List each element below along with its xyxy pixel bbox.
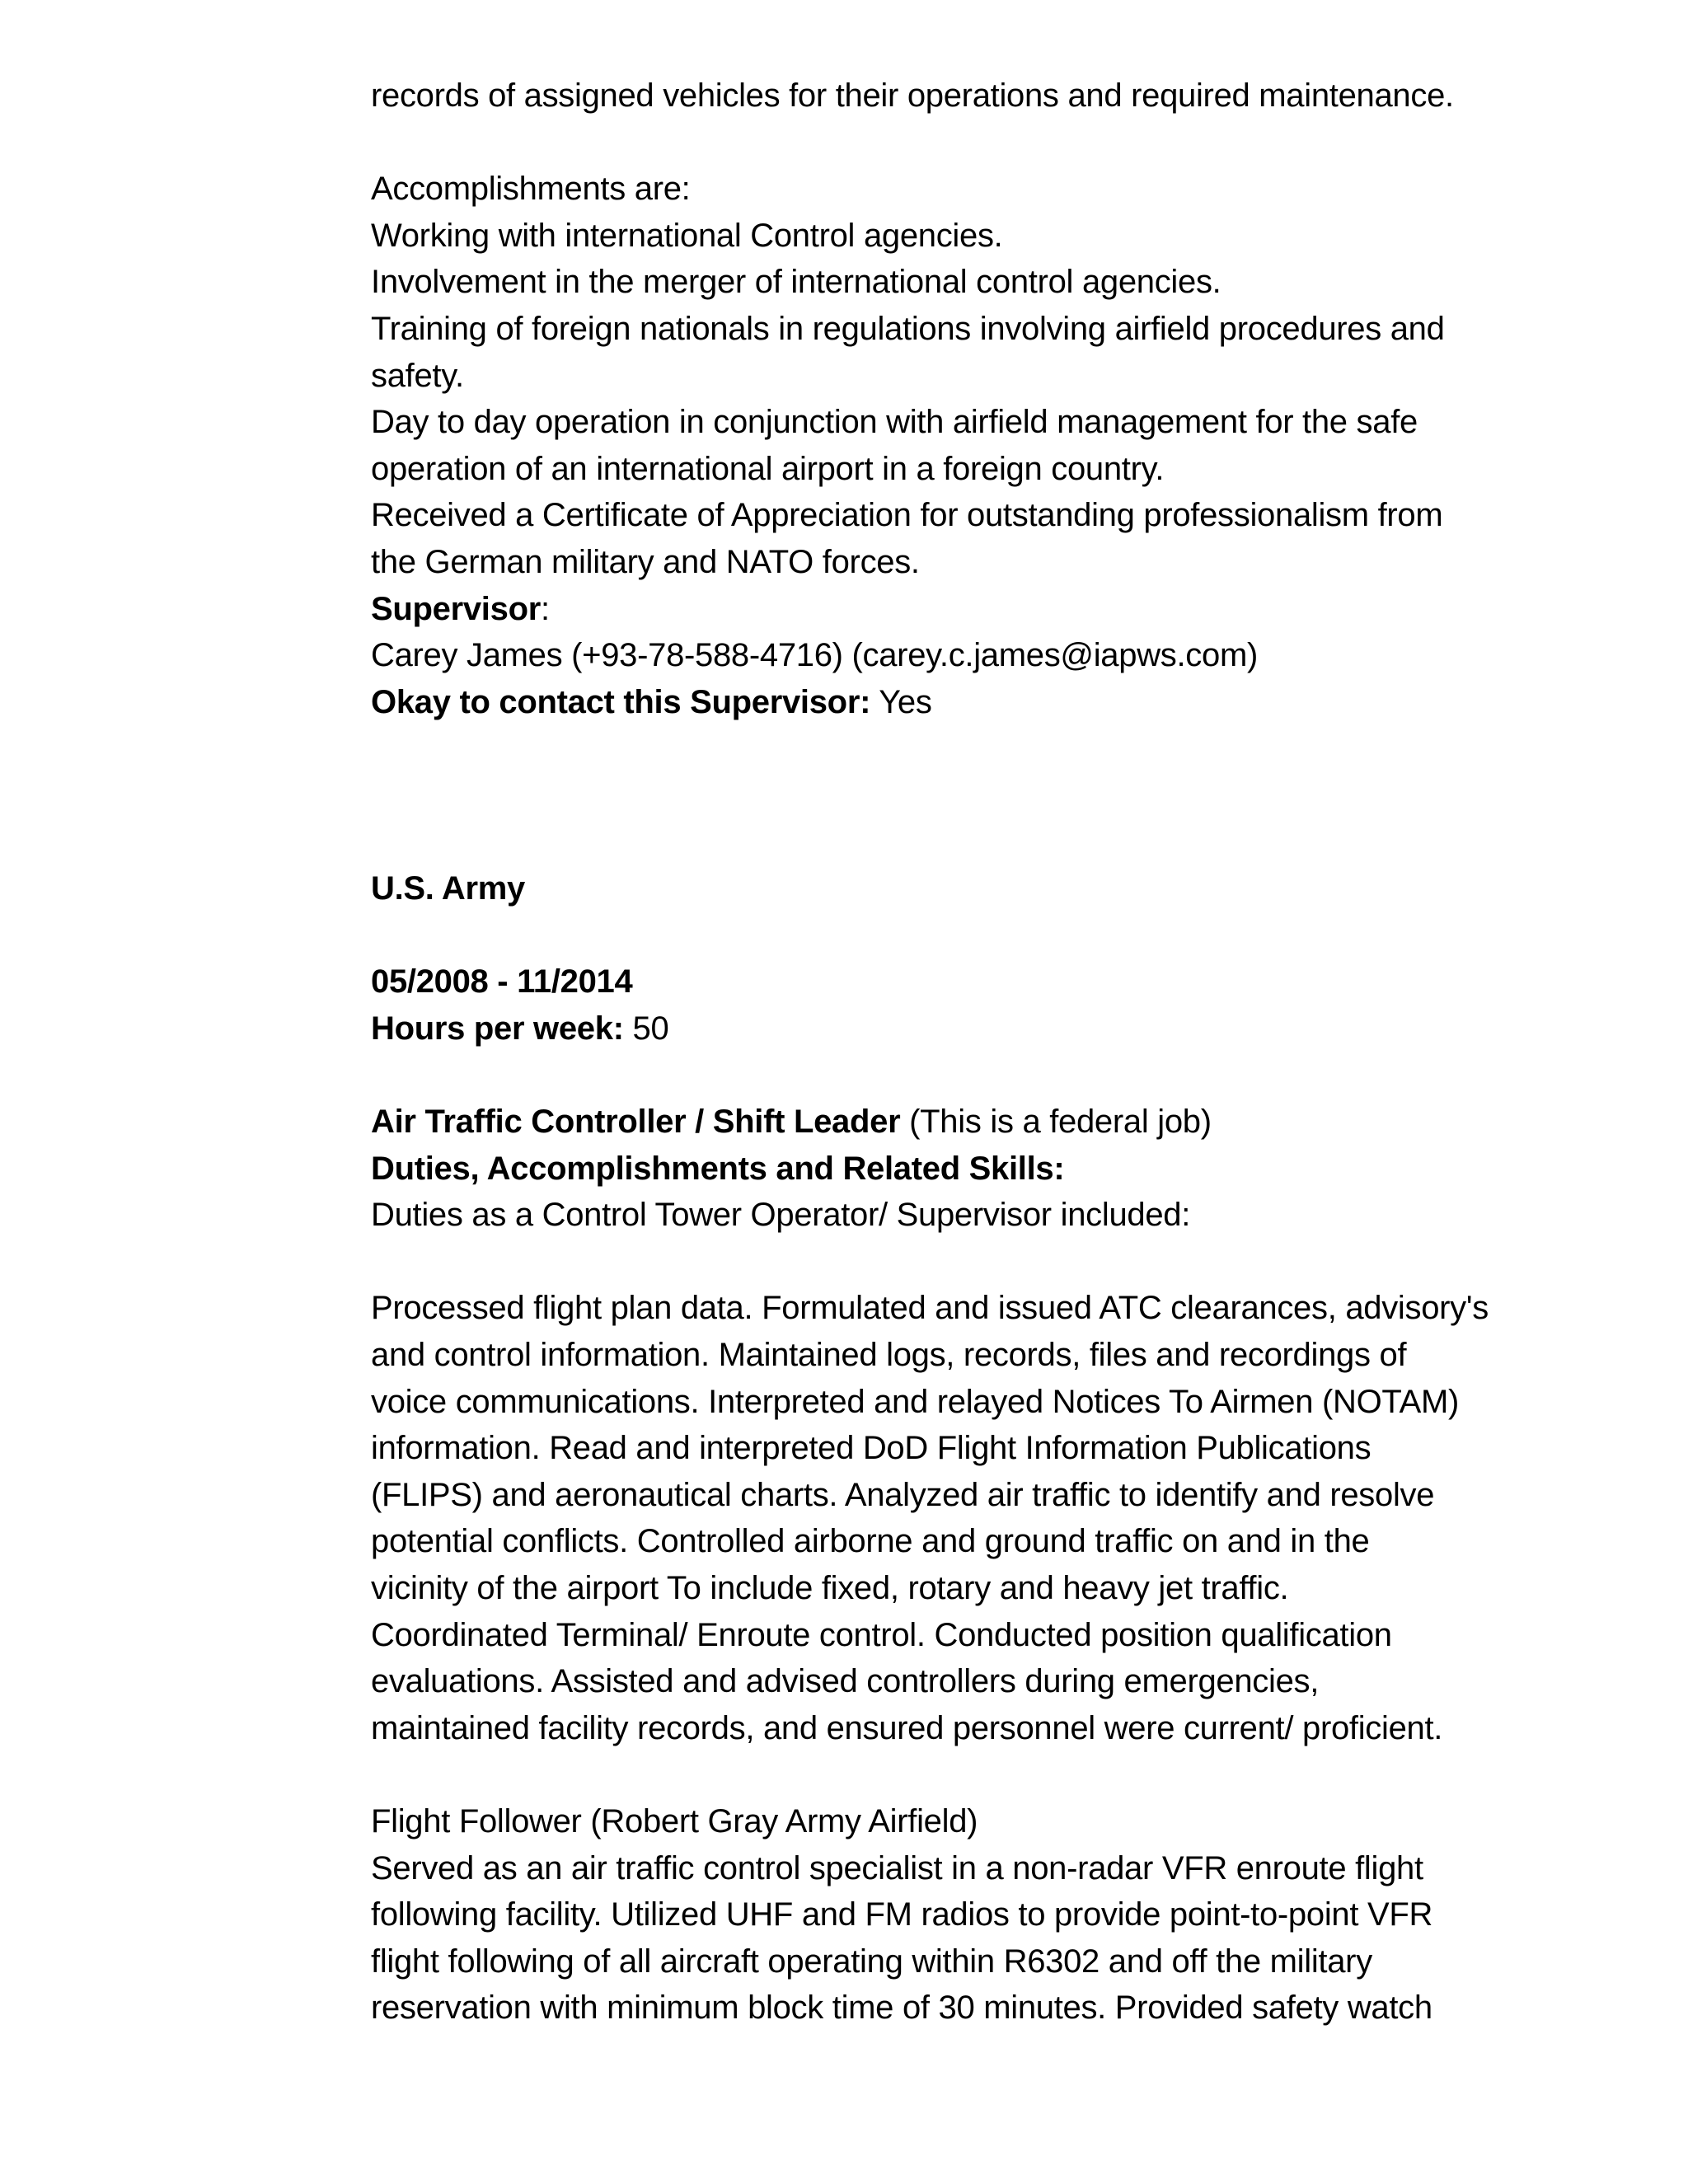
- okay-to-contact-value: Yes: [870, 683, 932, 720]
- accomplishments-heading: Accomplishments are:: [371, 171, 691, 208]
- accomplishment-line: Training of foreign nationals in regulations involving airfield procedures and: [371, 310, 1445, 347]
- supervisor-colon: :: [540, 590, 550, 627]
- job-title-note: (This is a federal job): [900, 1104, 1212, 1141]
- okay-to-contact-label: Okay to contact this Supervisor:: [371, 683, 871, 720]
- flight-follower-line: reservation with minimum block time of 30 minutes. Provided safety watch: [371, 1990, 1432, 2027]
- spacer: [371, 1239, 1582, 1286]
- spacer: [371, 819, 1582, 866]
- flight-follower-line: Served as an air traffic control specialist in a non-radar VFR enroute flight: [371, 1849, 1423, 1886]
- accomplishment-line: Involvement in the merger of international control agencies.: [371, 264, 1221, 301]
- accomplishment-line: operation of an international airport in a foreign country.: [371, 450, 1165, 487]
- duties-line: potential conflicts. Controlled airborne and ground traffic on and in the: [371, 1523, 1370, 1560]
- spacer: [371, 1751, 1582, 1798]
- flight-follower-line: flight following of all aircraft operating within R6302 and off the military: [371, 1943, 1372, 1980]
- spacer: [371, 725, 1582, 772]
- duties-line: and control information. Maintained logs, records, files and recordings of: [371, 1337, 1407, 1374]
- hours-per-week-value: 50: [623, 1010, 669, 1047]
- duties-line: evaluations. Assisted and advised controllers during emergencies,: [371, 1663, 1320, 1700]
- flight-follower-heading: Flight Follower (Robert Gray Army Airfield): [371, 1802, 978, 1840]
- employment-dates: 05/2008 - 11/2014: [371, 963, 633, 1001]
- hours-per-week-line: [371, 1005, 1582, 1052]
- flight-follower-line: following facility. Utilized UHF and FM radios to provide point-to-point VFR: [371, 1896, 1433, 1933]
- job-title: Air Traffic Controller / Shift Leader: [371, 1104, 901, 1141]
- duties-intro: Duties as a Control Tower Operator/ Supervisor included:: [371, 1197, 1191, 1234]
- accomplishment-line: Day to day operation in conjunction with airfield management for the safe: [371, 404, 1418, 441]
- spacer: [371, 772, 1582, 819]
- duties-line: maintained facility records, and ensured personnel were current/ proficient.: [371, 1709, 1443, 1746]
- accomplishment-line: the German military and NATO forces.: [371, 543, 920, 580]
- supervisor-contact: Carey James (+93-78-588-4716) (carey.c.james@iapws.com): [371, 637, 1258, 674]
- duties-heading: Duties, Accomplishments and Related Skills:: [371, 1150, 1065, 1187]
- duties-line: (FLIPS) and aeronautical charts. Analyzed air traffic to identify and resolve: [371, 1476, 1435, 1513]
- accomplishment-line: Working with international Control agencies.: [371, 217, 1003, 254]
- spacer: [371, 120, 1582, 166]
- spacer: [371, 1052, 1582, 1099]
- hours-per-week-label: Hours per week:: [371, 1010, 624, 1047]
- duties-line: Coordinated Terminal/ Enroute control. Conducted position qualification: [371, 1616, 1392, 1653]
- duties-line: information. Read and interpreted DoD Flight Information Publications: [371, 1430, 1372, 1467]
- duties-line: Processed flight plan data. Formulated and issued ATC clearances, advisory's: [371, 1290, 1489, 1327]
- duties-line: voice communications. Interpreted and relayed Notices To Airmen (NOTAM): [371, 1383, 1459, 1420]
- job-title-line: [371, 1099, 1582, 1146]
- supervisor-label: Supervisor: [371, 590, 541, 627]
- supervisor-label-line: [371, 586, 1582, 633]
- spacer: [371, 912, 1582, 959]
- intro-line: records of assigned vehicles for their operations and required maintenance.: [371, 77, 1454, 114]
- employer-name: U.S. Army: [371, 870, 525, 907]
- accomplishment-line: Received a Certificate of Appreciation for outstanding professionalism from: [371, 497, 1443, 534]
- accomplishment-line: safety.: [371, 357, 464, 394]
- okay-to-contact-line: [371, 679, 1582, 726]
- resume-page: [371, 73, 1582, 2032]
- duties-line: vicinity of the airport To include fixed, rotary and heavy jet traffic.: [371, 1570, 1289, 1606]
